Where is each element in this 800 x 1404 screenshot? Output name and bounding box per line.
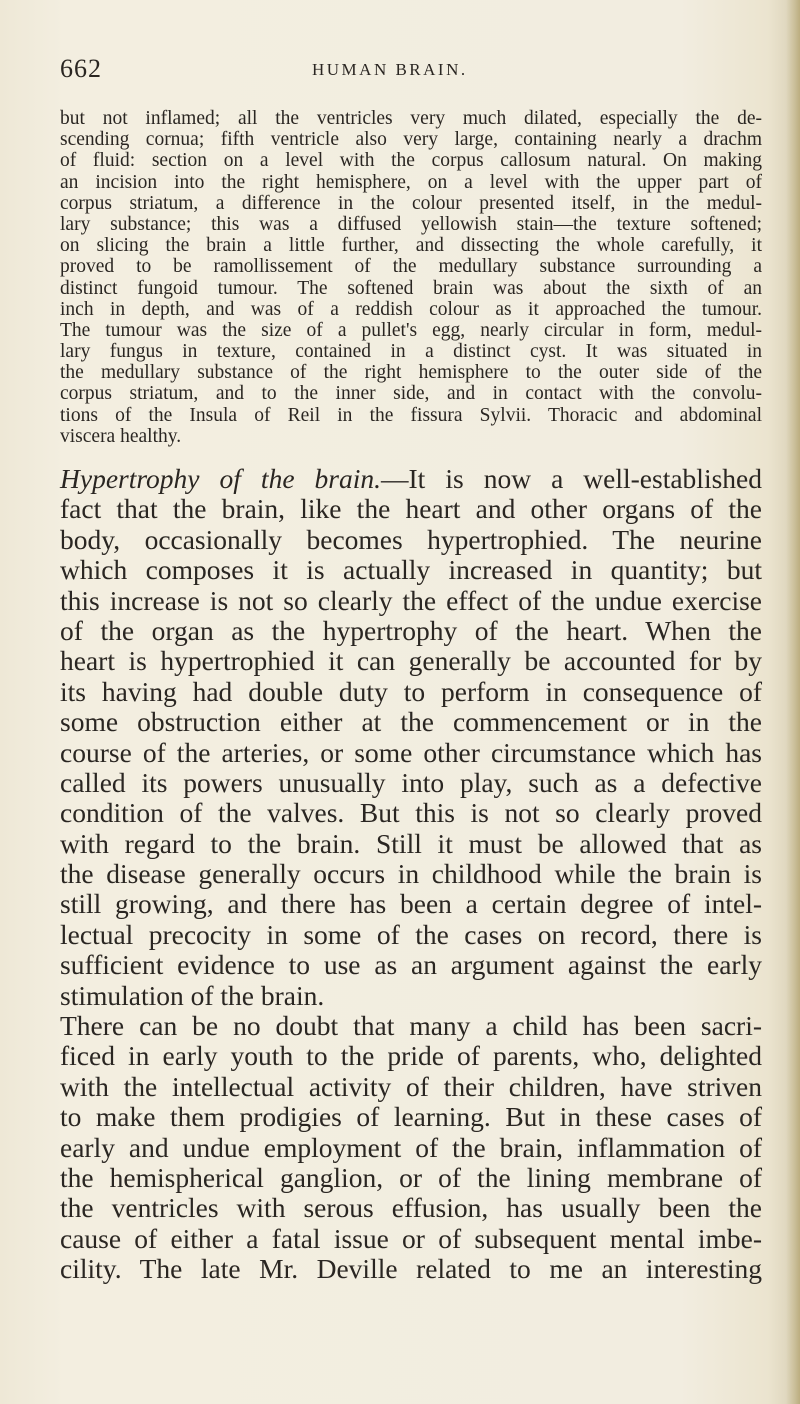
text-line: the medullary substance of the right hemisphere to the outer side of the: [60, 362, 762, 384]
section-first-line-text: —It is now a well-established: [381, 463, 762, 494]
text-line: heart is hypertrophied it can generally be accounted for by: [60, 645, 762, 677]
text-line: with regard to the brain. Still it must be allowed that as: [60, 827, 762, 859]
hypertrophy-section: [60, 464, 762, 1285]
text-line: cility. The late Mr. Deville related to me an interesting: [60, 1253, 762, 1285]
text-line: of the organ as the hypertrophy of the heart. When the: [60, 614, 762, 646]
text-line: corpus striatum, a difference in the colour presented itself, in the medul-: [60, 192, 762, 214]
text-line: proved to be ramollissement of the medullary substance surrounding a: [60, 256, 762, 278]
text-line: condition of the valves. But this is not so clearly proved: [60, 797, 762, 829]
text-line: still growing, and there has been a certain degree of intel-: [60, 888, 762, 920]
text-line: the hemispherical ganglion, or of the lining membrane of: [60, 1161, 762, 1193]
text-line: fact that the brain, like the heart and other organs of the: [60, 493, 762, 525]
page-number: 662: [60, 54, 102, 83]
text-line: The tumour was the size of a pullet's egg, nearly circular in form, medul-: [60, 319, 762, 341]
text-line: cause of either a fatal issue or of subsequent mental imbe-: [60, 1222, 762, 1254]
text-line: tions of the Insula of Reil in the fissura Sylvii. Thoracic and abdominal: [60, 404, 762, 426]
text-line: viscera healthy.: [60, 425, 182, 447]
text-line: corpus striatum, and to the inner side, and in contact with the convolu-: [60, 383, 762, 405]
text-line: on slicing the brain a little further, and dissecting the whole carefully, it: [60, 235, 762, 257]
text-line: lary substance; this was a diffused yellowish stain—the texture softened;: [60, 213, 762, 235]
text-line: There can be no doubt that many a child has been sacri-: [60, 1010, 762, 1042]
text-line: ficed in early youth to the pride of parents, who, delighted: [60, 1040, 762, 1072]
case-report-paragraph: [60, 108, 762, 447]
section-first-line: [60, 464, 762, 494]
text-line: stimulation of the brain.: [60, 979, 325, 1011]
text-line: lary fungus in texture, contained in a distinct cyst. It was situated in: [60, 341, 762, 363]
text-line: some obstruction either at the commencement or in the: [60, 706, 762, 738]
text-line: with the intellectual activity of their children, have striven: [60, 1070, 762, 1102]
text-line: the ventricles with serous effusion, has usually been the: [60, 1192, 762, 1224]
text-line: course of the arteries, or some other circumstance which has: [60, 736, 762, 768]
text-line: scending cornua; fifth ventricle also very large, containing nearly a drachm: [60, 129, 762, 151]
text-line: which composes it is actually increased in quantity; but: [60, 554, 762, 586]
text-line: early and undue employment of the brain, inflammation of: [60, 1131, 762, 1163]
text-line: of fluid: section on a level with the corpus callosum natural. On making: [60, 150, 762, 172]
text-line: distinct fungoid tumour. The softened brain was about the sixth of an: [60, 277, 762, 299]
text-line: its having had double duty to perform in consequence of: [60, 675, 762, 707]
text-line: inch in depth, and was of a reddish colour as it approached the tumour.: [60, 298, 762, 320]
text-line: body, occasionally becomes hypertrophied. The neurine: [60, 523, 762, 555]
text-line: but not inflamed; all the ventricles very much dilated, especially the de-: [60, 108, 762, 129]
text-line: called its powers unusually into play, such as a defective: [60, 766, 762, 798]
text-line: lectual precocity in some of the cases on record, there is: [60, 918, 762, 950]
text-line: to make them prodigies of learning. But in these cases of: [60, 1101, 762, 1133]
text-line: sufficient evidence to use as an argument against the early: [60, 949, 762, 981]
page-edge: [786, 0, 800, 1404]
text-line: this increase is not so clearly the effect of the undue exercise: [60, 584, 762, 616]
text-line: an incision into the right hemisphere, on a level with the upper part of: [60, 171, 762, 193]
section-heading: Hypertrophy of the brain.: [60, 463, 382, 494]
running-head: HUMAN BRAIN.: [312, 60, 468, 79]
text-line: the disease generally occurs in childhood while the brain is: [60, 858, 762, 890]
